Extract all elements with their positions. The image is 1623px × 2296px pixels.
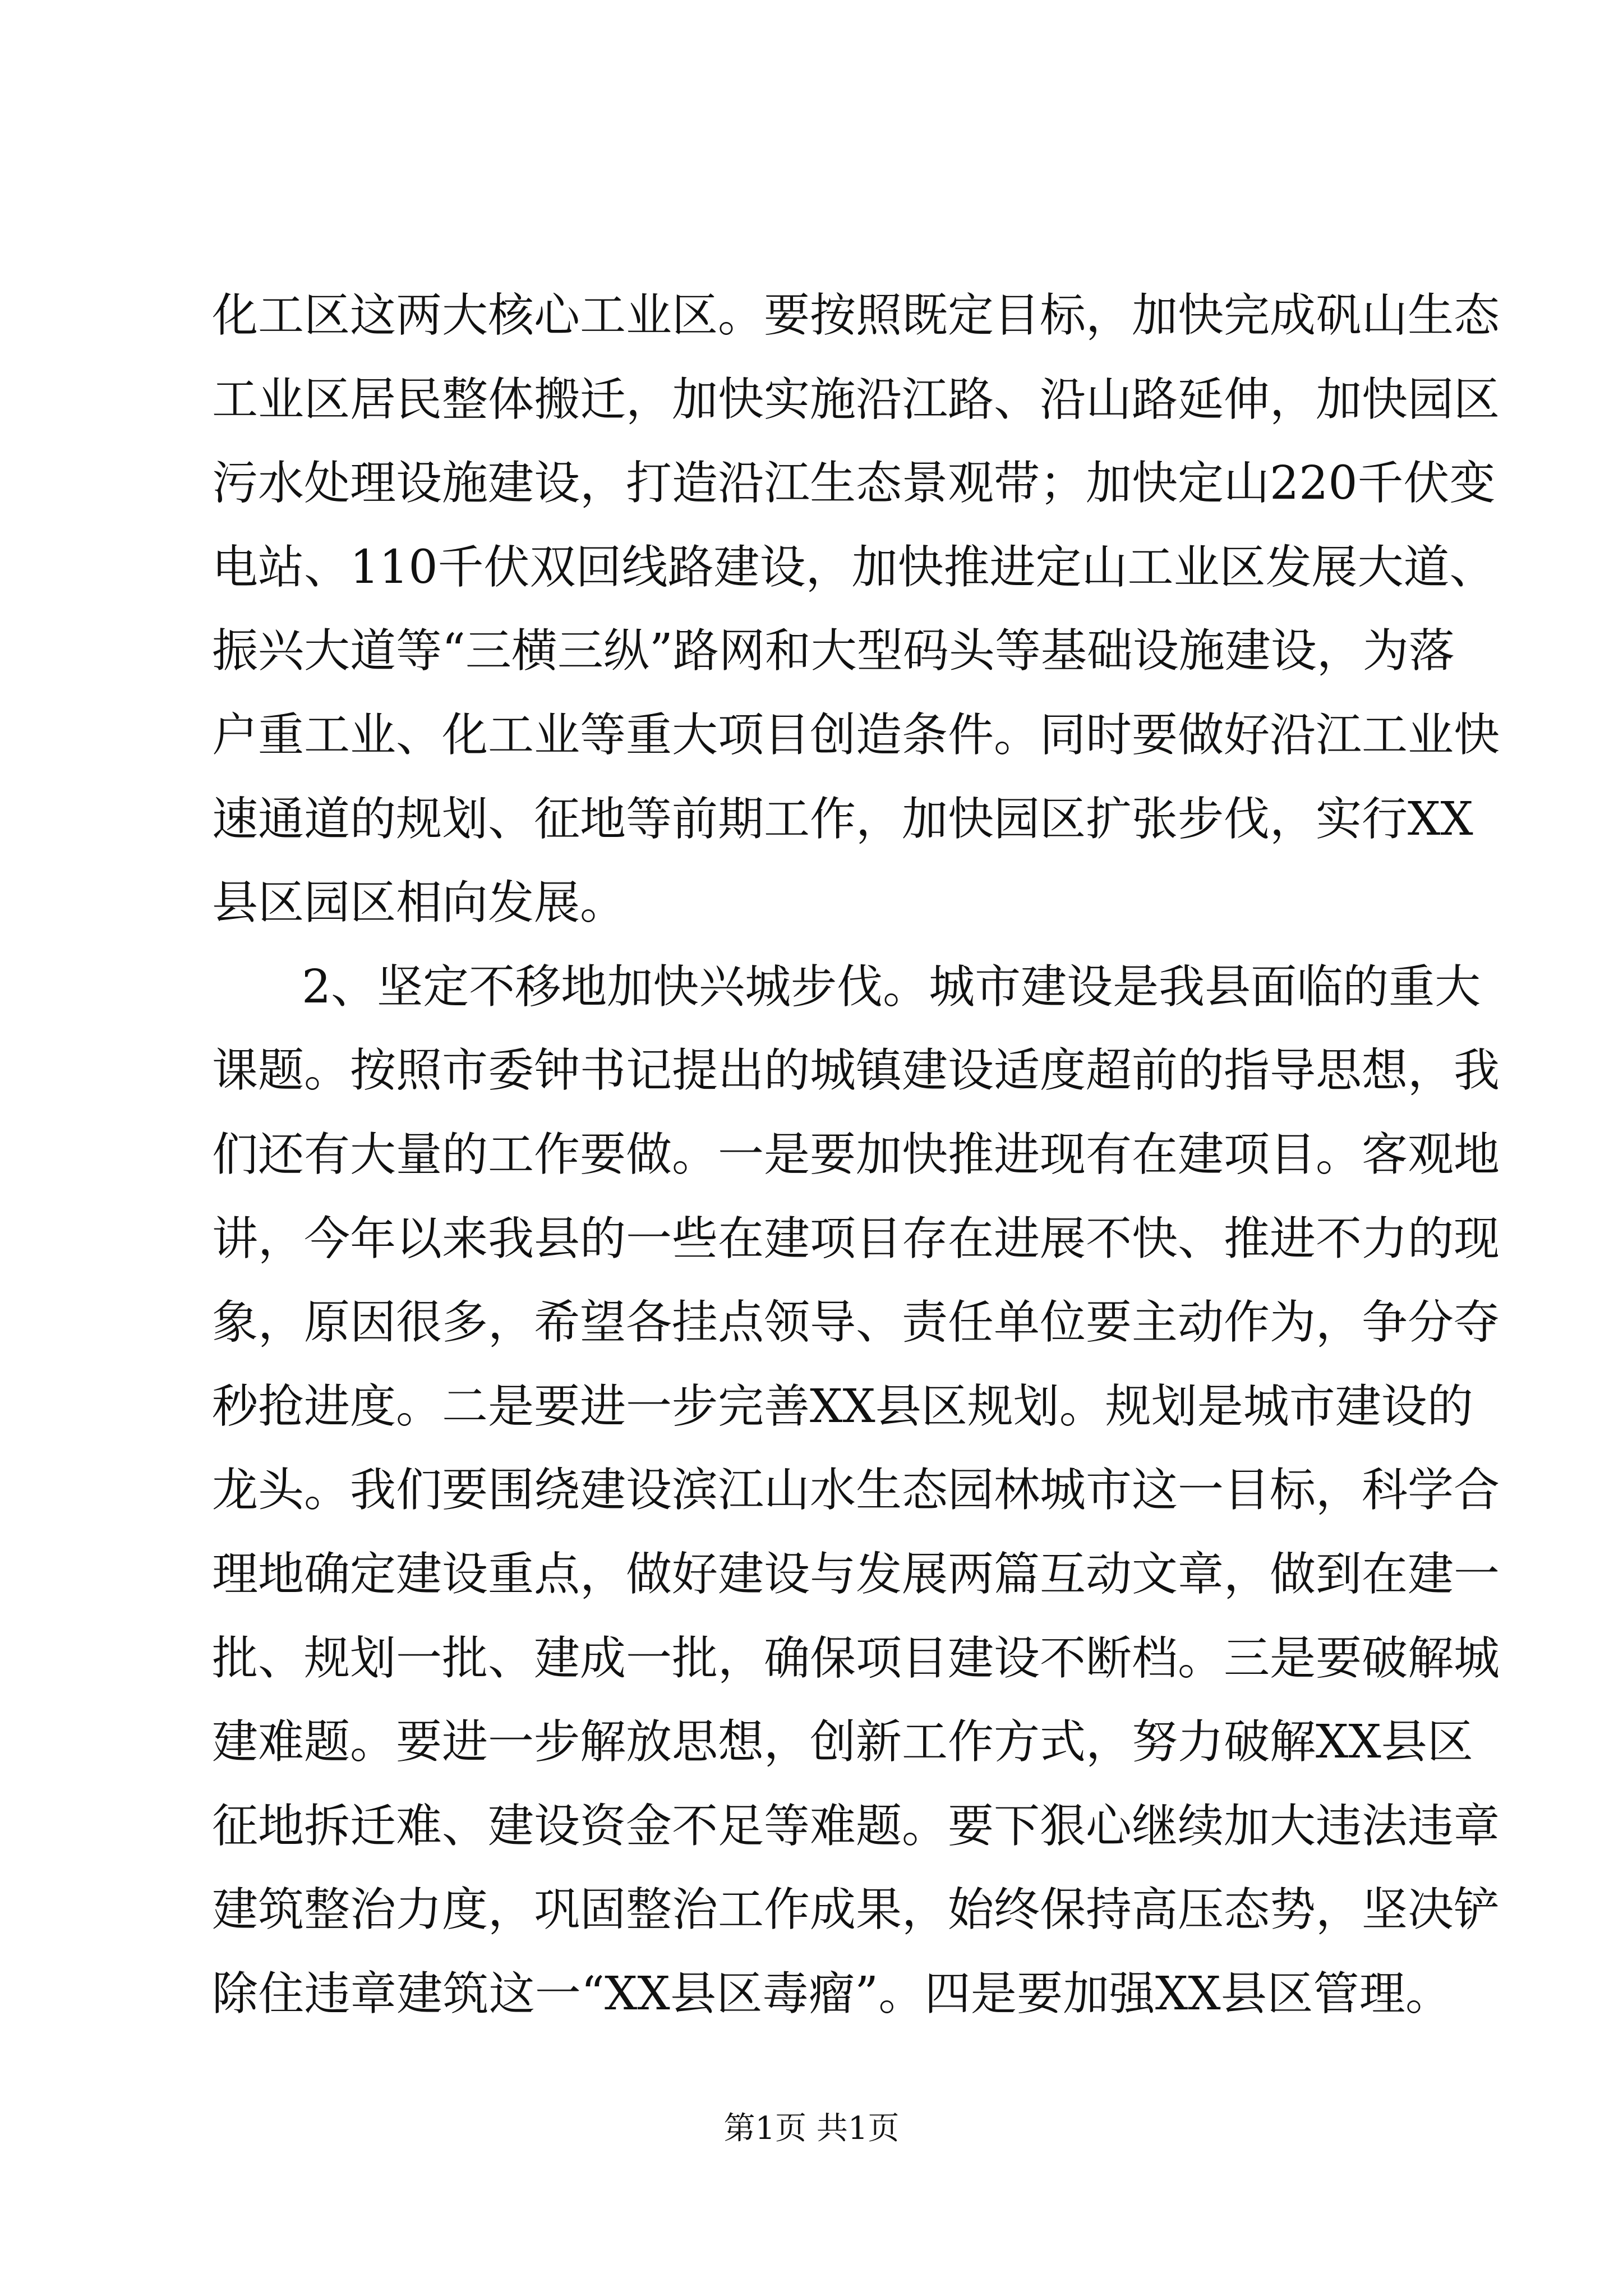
- text-line: 课题。按照市委钟书记提出的城镇建设适度超前的指导思想，我: [212, 1044, 1500, 1098]
- text-line: 户重工业、化工业等重大项目创造条件。同时要做好沿江工业快: [212, 708, 1500, 762]
- text-line: 电站、110千伏双回线路建设，加快推进定山工业区发展大道、: [212, 540, 1496, 594]
- text-line: 2、坚定不移地加快兴城步伐。城市建设是我县面临的重大: [302, 960, 1481, 1014]
- document-body: [212, 274, 1500, 2036]
- text-line: 建筑整治力度，巩固整治工作成果，始终保持高压态势，坚决铲: [212, 1883, 1500, 1937]
- paragraph: [212, 274, 1500, 945]
- text-line: 污水处理设施建设，打造沿江生态景观带；加快定山220千伏变: [212, 457, 1496, 510]
- text-line: 征地拆迁难、建设资金不足等难题。要下狠心继续加大违法违章: [212, 1799, 1500, 1853]
- text-line: 秒抢进度。二是要进一步完善XX县区规划。规划是城市建设的: [212, 1379, 1473, 1433]
- paragraph: [212, 945, 1500, 2036]
- text-line: 讲，今年以来我县的一些在建项目存在进展不快、推进不力的现: [212, 1212, 1500, 1266]
- text-line: 龙头。我们要围绕建设滨江山水生态园林城市这一目标，科学合: [212, 1464, 1500, 1517]
- text-line: 工业区居民整体搬迁，加快实施沿江路、沿山路延伸，加快园区: [212, 372, 1500, 426]
- text-line: 批、规划一批、建成一批，确保项目建设不断档。三是要破解城: [212, 1631, 1500, 1685]
- text-line: 建难题。要进一步解放思想，创新工作方式，努力破解XX县区: [212, 1715, 1473, 1769]
- text-line: 理地确定建设重点，做好建设与发展两篇互动文章，做到在建一: [212, 1547, 1500, 1601]
- page-number-footer: 第1页 共1页: [723, 2110, 900, 2147]
- text-line: 们还有大量的工作要做。一是要加快推进现有在建项目。客观地: [212, 1128, 1500, 1181]
- text-line: 县区园区相向发展。: [212, 876, 626, 930]
- text-line: 化工区这两大核心工业区。要按照既定目标，加快完成矾山生态: [212, 289, 1500, 342]
- text-line: 速通道的规划、征地等前期工作，加快园区扩张步伐，实行XX: [212, 792, 1473, 846]
- text-line: 象，原因很多，希望各挂点领导、责任单位要主动作为，争分夺: [212, 1296, 1500, 1350]
- text-line: 除住违章建筑这一“XX县区毒瘤”。四是要加强XX县区管理。: [212, 1967, 1451, 2021]
- text-line: 振兴大道等“三横三纵”路网和大型码头等基础设施建设，为落: [212, 624, 1455, 678]
